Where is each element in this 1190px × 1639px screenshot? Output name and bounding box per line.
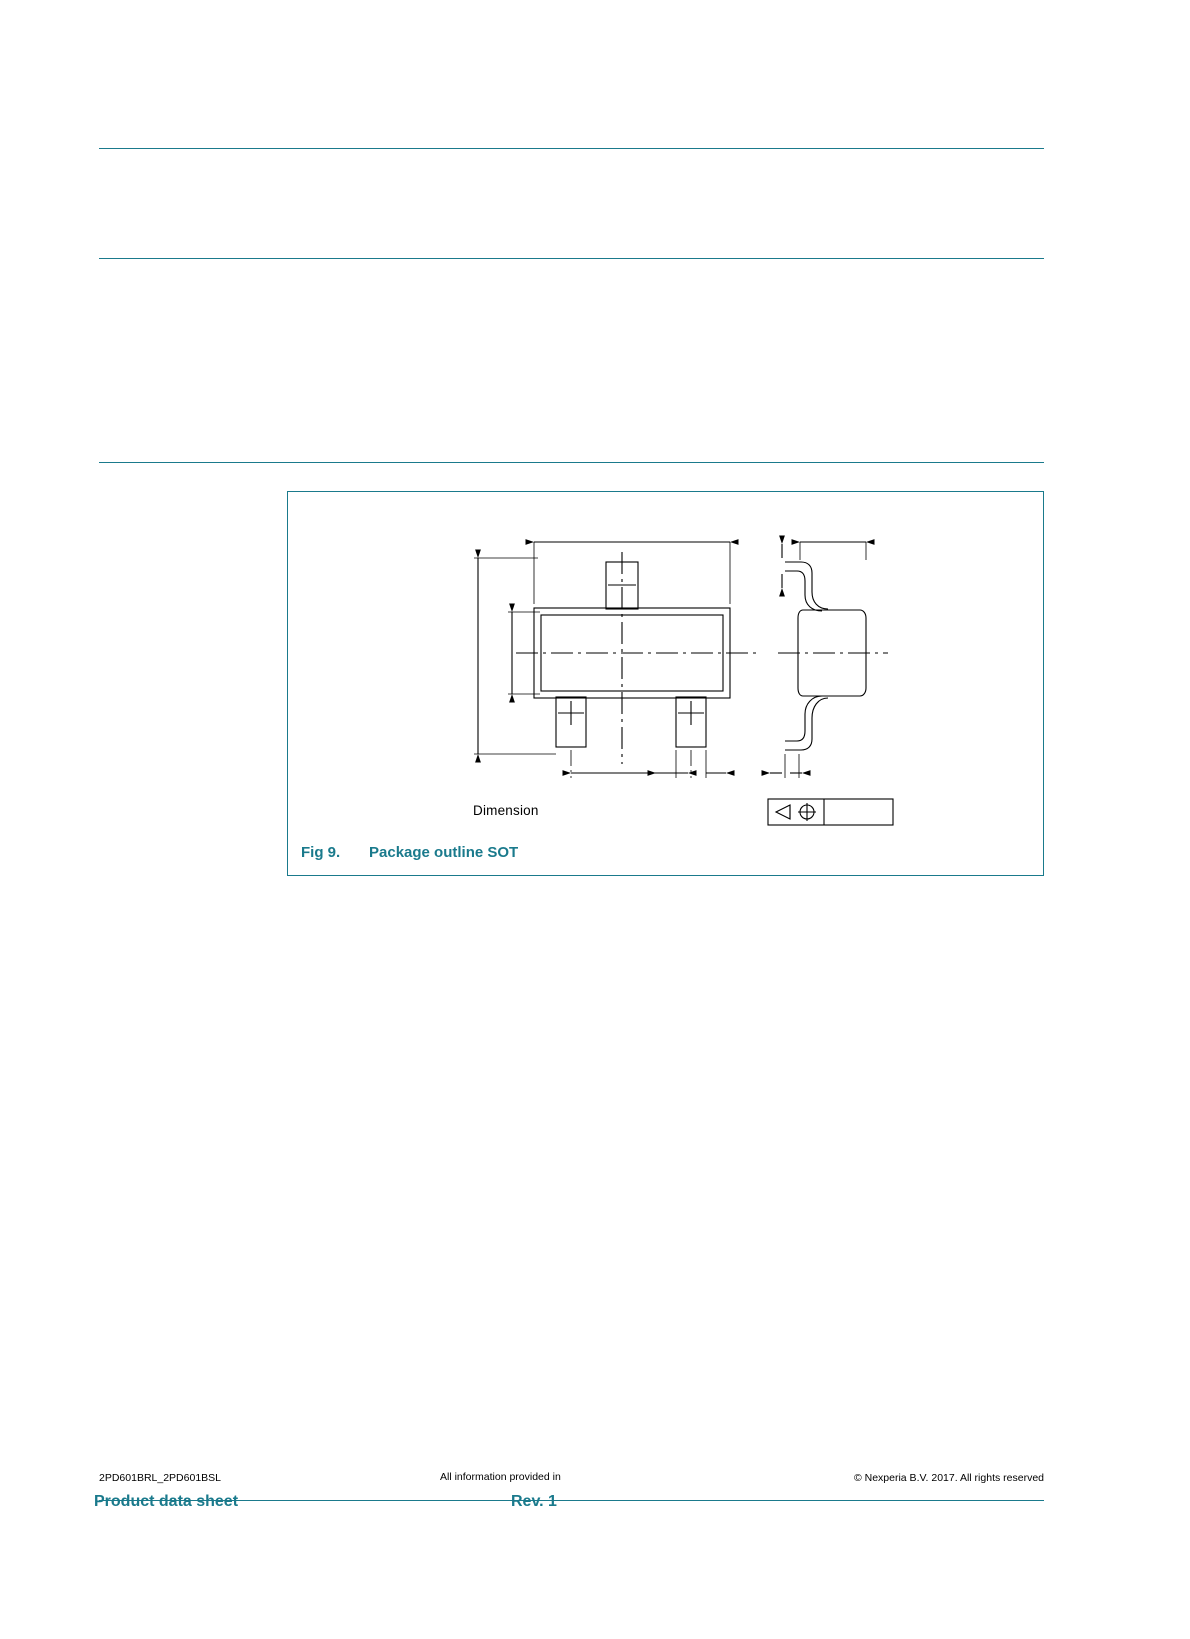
figure-number: Fig 9. <box>301 844 341 861</box>
header-divider-2 <box>99 258 1044 259</box>
footer-document-id: 2PD601BRL_2PD601BSL <box>99 1472 222 1484</box>
footer-divider <box>99 1500 1044 1501</box>
footer-center-note: All information provided in <box>440 1471 561 1483</box>
header-divider-1 <box>99 148 1044 149</box>
figure-caption <box>301 844 518 861</box>
section-divider <box>99 462 1044 463</box>
footer-copyright: © Nexperia B.V. 2017. All rights reserved <box>853 1472 1044 1484</box>
footer-doc-type: Product data sheet <box>94 1493 239 1510</box>
footer-revision: Rev. 1 <box>511 1493 557 1510</box>
dimension-label: Dimension <box>473 803 539 818</box>
package-outline-figure <box>287 491 1044 876</box>
package-outline-drawing <box>288 492 1043 832</box>
figure-title: Package outline SOT <box>369 844 519 861</box>
